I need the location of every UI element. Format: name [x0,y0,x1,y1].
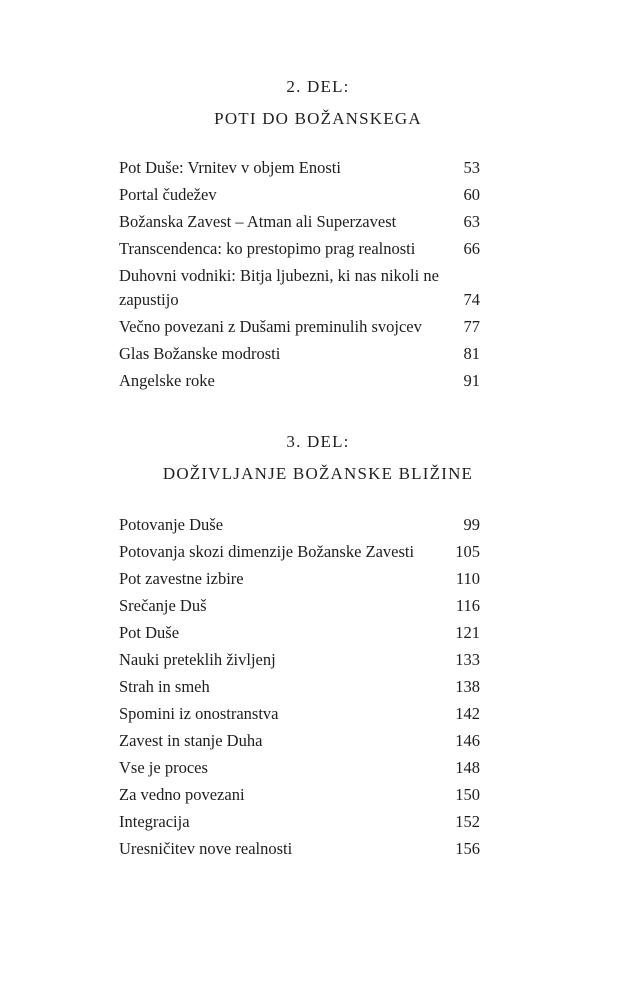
part-3-number: 3. DEL: [286,432,350,451]
toc-entry-title: Pot Duše [119,623,180,642]
toc-entry[interactable] [119,564,480,591]
toc-entry-page: 152 [455,812,480,831]
toc-entry-title: Angelske roke [119,371,215,390]
toc-entry[interactable] [119,537,480,564]
toc-entry[interactable] [119,180,480,207]
toc-entry-page: 91 [463,371,480,390]
toc-entry-title: Uresničitev nove realnosti [119,839,293,858]
toc-entry[interactable] [119,807,480,834]
toc-entry-page: 150 [455,785,480,804]
toc-entry[interactable] [119,366,480,393]
toc-entry[interactable] [119,153,480,180]
part-2-title: POTI DO BOŽANSKEGA [214,109,422,128]
part-3-title: DOŽIVLJANJE BOŽANSKE BLIŽINE [162,464,474,483]
toc-entry-title: Vse je proces [119,758,208,777]
toc-entry-title: Nauki preteklih življenj [119,650,276,669]
part-2-heading [0,76,636,132]
toc-entry[interactable] [119,339,480,366]
toc-entry[interactable] [119,672,480,699]
toc-entry-title: Pot zavestne izbire [119,569,244,588]
toc-entry-page: 77 [463,317,480,336]
toc-entry[interactable] [119,591,480,618]
toc-entry-page: 146 [455,731,480,750]
toc-entry-title: Zavest in stanje Duha [119,731,263,750]
toc-entry-page: 105 [455,542,480,561]
toc-entry-page: 142 [455,704,480,723]
toc-entry[interactable] [119,834,480,861]
toc-entry[interactable] [119,234,480,261]
toc-entry-title: Strah in smeh [119,677,210,696]
toc-entry[interactable] [119,780,480,807]
part-3-toc [119,515,480,861]
toc-entry[interactable] [119,261,480,312]
toc-entry-title: Integracija [119,812,190,831]
toc-entry-page: 63 [463,212,480,231]
toc-entry[interactable] [119,207,480,234]
toc-entry-title: Božanska Zavest – Atman ali Superzavest [119,212,397,231]
toc-entry-page: 133 [455,650,480,669]
toc-entry-page: 116 [455,596,480,615]
toc-entry-title: Za vedno povezani [119,785,245,804]
toc-entry-title: Potovanja skozi dimenzije Božanske Zavesti [119,542,415,561]
toc-entry-title: Transcendenca: ko prestopimo prag realnosti [119,239,416,258]
toc-entry-page: 110 [455,569,480,588]
toc-entry-page: 53 [463,158,480,177]
part-2-toc [119,153,480,393]
toc-entry-title: Potovanje Duše [119,515,224,534]
toc-entry[interactable] [119,699,480,726]
toc-entry[interactable] [119,515,480,537]
toc-entry-page: 156 [455,839,480,858]
part-2-number: 2. DEL: [286,77,350,96]
toc-entry-title: Spomini iz onostranstva [119,704,279,723]
toc-entry-title: Duhovni vodniki: Bitja ljubezni, ki nas nikoli ne zapustijo [119,266,439,309]
toc-entry[interactable] [119,726,480,753]
toc-entry-page: 74 [463,290,480,309]
toc-entry-title: Večno povezani z Dušami preminulih svojcev [119,317,422,336]
toc-entry-title: Glas Božanske modrosti [119,344,281,363]
toc-entry-page: 66 [463,239,480,258]
toc-entry-page: 81 [463,344,480,363]
part-3-heading [0,431,636,487]
toc-entry-title: Portal čudežev [119,185,217,204]
toc-entry[interactable] [119,312,480,339]
toc-entry-page: 99 [463,515,480,534]
toc-entry[interactable] [119,618,480,645]
toc-entry[interactable] [119,753,480,780]
toc-entry-page: 121 [455,623,480,642]
toc-entry-page: 148 [455,758,480,777]
toc-entry-title: Pot Duše: Vrnitev v objem Enosti [119,158,341,177]
toc-entry-page: 60 [463,185,480,204]
toc-entry-title: Srečanje Duš [119,596,207,615]
toc-entry-page: 138 [455,677,480,696]
toc-entry[interactable] [119,645,480,672]
